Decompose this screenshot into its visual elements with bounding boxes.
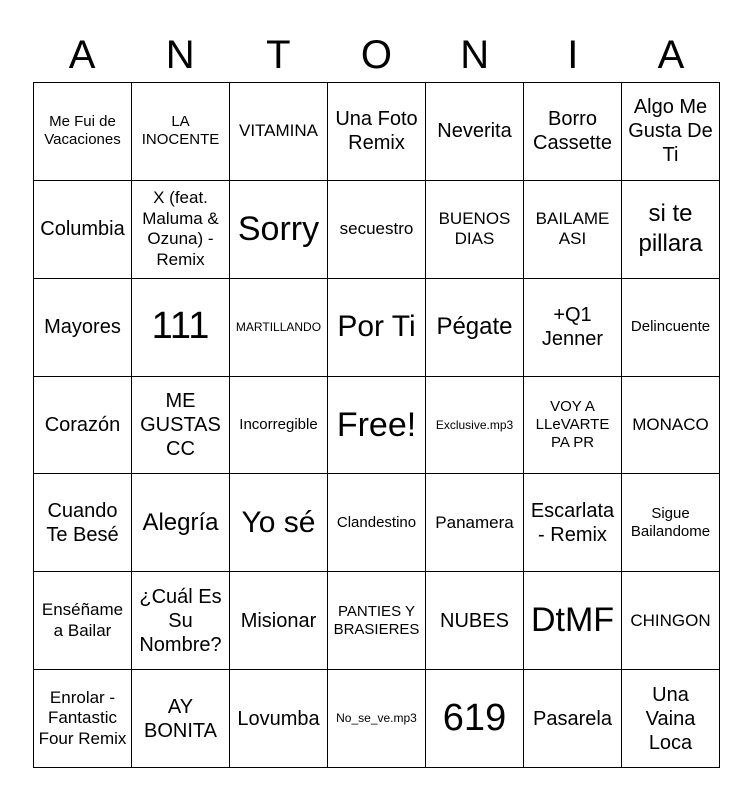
bingo-cell: Misionar — [230, 572, 328, 670]
bingo-cell: VITAMINA — [230, 83, 328, 181]
bingo-cell: CHINGON — [622, 572, 720, 670]
bingo-cell: Escarlata - Remix — [524, 474, 622, 572]
bingo-cell: Me Fui de Vacaciones — [34, 83, 132, 181]
bingo-cell: Sigue Bailandome — [622, 474, 720, 572]
bingo-cell: PANTIES Y BRASIERES — [328, 572, 426, 670]
bingo-cell: LA INOCENTE — [132, 83, 230, 181]
bingo-cell: Clandestino — [328, 474, 426, 572]
bingo-cell: DtMF — [524, 572, 622, 670]
bingo-cell: Pégate — [426, 279, 524, 377]
bingo-cell free-space: Free! — [328, 377, 426, 475]
bingo-cell: ¿Cuál Es Su Nombre? — [132, 572, 230, 670]
bingo-cell: si te pillara — [622, 181, 720, 279]
bingo-title — [33, 28, 720, 82]
bingo-cell: Corazón — [34, 377, 132, 475]
title-letter: A — [657, 33, 685, 77]
title-letter: N — [165, 33, 195, 77]
bingo-cell: Enrolar - Fantastic Four Remix — [34, 670, 132, 768]
bingo-cell: MARTILLANDO — [230, 279, 328, 377]
bingo-cell: Alegría — [132, 474, 230, 572]
bingo-cell: Incorregible — [230, 377, 328, 475]
bingo-cell: Cuando Te Besé — [34, 474, 132, 572]
bingo-cell: No_se_ve.mp3 — [328, 670, 426, 768]
title-letter: I — [567, 33, 579, 77]
bingo-cell: Delincuente — [622, 279, 720, 377]
bingo-cell: MONACO — [622, 377, 720, 475]
bingo-board — [33, 82, 720, 768]
bingo-cell: Pasarela — [524, 670, 622, 768]
bingo-cell: Columbia — [34, 181, 132, 279]
bingo-cell: Exclusive.mp3 — [426, 377, 524, 475]
title-letter: T — [266, 33, 291, 77]
bingo-cell: Lovumba — [230, 670, 328, 768]
bingo-cell: VOY A LLeVARTE PA PR — [524, 377, 622, 475]
bingo-cell: Enséñame a Bailar — [34, 572, 132, 670]
title-letter: O — [360, 33, 393, 77]
bingo-cell: ME GUSTAS CC — [132, 377, 230, 475]
bingo-cell: Yo sé — [230, 474, 328, 572]
bingo-cell: Neverita — [426, 83, 524, 181]
bingo-cell: Una Foto Remix — [328, 83, 426, 181]
bingo-cell: BAILAME ASI — [524, 181, 622, 279]
bingo-cell: BUENOS DIAS — [426, 181, 524, 279]
bingo-cell: 619 — [426, 670, 524, 768]
bingo-cell: X (feat. Maluma & Ozuna) - Remix — [132, 181, 230, 279]
title-letter: N — [460, 33, 490, 77]
bingo-cell: NUBES — [426, 572, 524, 670]
bingo-cell: Por Ti — [328, 279, 426, 377]
bingo-cell: Panamera — [426, 474, 524, 572]
bingo-cell: Algo Me Gusta De Ti — [622, 83, 720, 181]
bingo-cell: 111 — [132, 279, 230, 377]
title-letter: A — [68, 33, 96, 77]
bingo-cell: +Q1 Jenner — [524, 279, 622, 377]
bingo-cell: secuestro — [328, 181, 426, 279]
bingo-cell: Sorry — [230, 181, 328, 279]
bingo-cell: Borro Cassette — [524, 83, 622, 181]
bingo-cell: Una Vaina Loca — [622, 670, 720, 768]
bingo-cell: Mayores — [34, 279, 132, 377]
bingo-cell: AY BONITA — [132, 670, 230, 768]
